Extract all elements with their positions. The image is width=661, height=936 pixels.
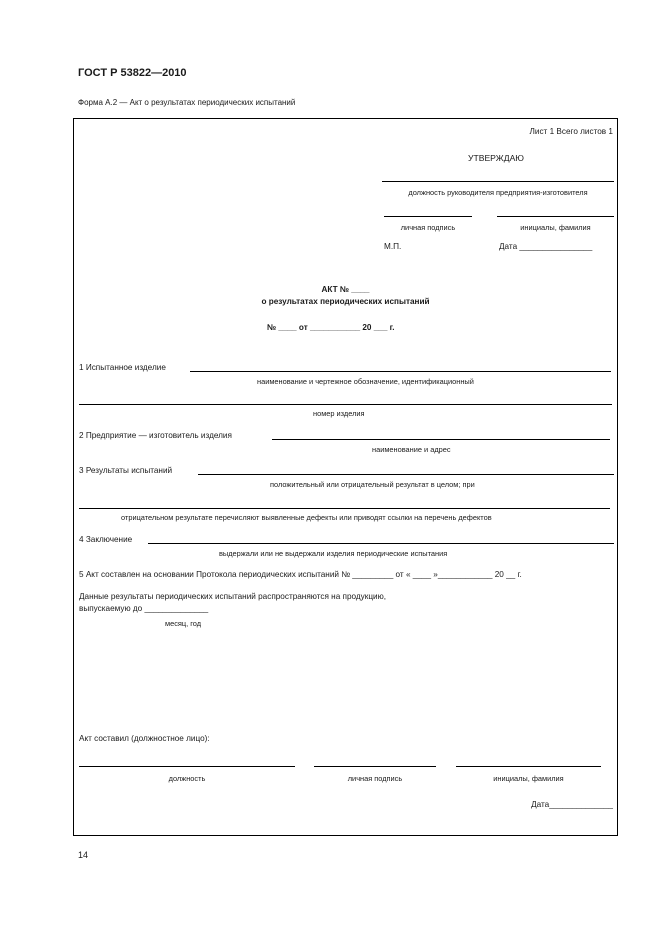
signoff-signature-caption: личная подпись [347,774,403,783]
validity-line1: Данные результаты периодических испытаний распространяются на продукцию, [79,592,387,601]
item3-caption: положительный или отрицательный результат в целом; при [270,480,475,489]
position-caption: должность руководителя предприятия-изготовителя [408,188,588,197]
signoff-date: Дата______________ [531,800,613,809]
signoff-initials-caption: инициалы, фамилия [493,774,564,783]
item3-line [198,474,614,475]
item1-caption: наименование и чертежное обозначение, идентификационный [257,377,474,386]
form-caption: Форма А.2 — Акт о результатах периодических испытаний [78,98,296,107]
stamp-label: М.П. [384,242,402,251]
signature-line [384,216,472,217]
item5-text: 5 Акт составлен на основании Протокола периодических испытаний № _________ от « ____ »____________ 20 __ г. [79,570,522,579]
item2-caption: наименование и адрес [372,445,451,454]
initials-caption: инициалы, фамилия [520,223,591,232]
signoff-position-caption: должность [168,774,206,783]
initials-line [497,216,614,217]
page-number: 14 [78,850,89,860]
item1-line [190,371,611,372]
item4-caption: выдержали или не выдержали изделия периодические испытания [219,549,448,558]
item1-caption2: номер изделия [313,409,365,418]
item3-label: 3 Результаты испытаний [79,466,173,475]
item1-line2 [79,404,612,405]
act-subtitle: о результатах периодических испытаний [261,297,430,306]
item4-line [148,543,614,544]
position-line [382,181,614,182]
signoff-signature-line [314,766,436,767]
item2-line [272,439,610,440]
sheet-info: Лист 1 Всего листов 1 [529,127,613,136]
item1-label: 1 Испытанное изделие [79,363,166,372]
item2-label: 2 Предприятие — изготовитель изделия [79,431,232,440]
signoff-position-line [79,766,295,767]
item4-label: 4 Заключение [79,535,133,544]
item3-line2 [79,508,610,509]
item3-caption2: отрицательном результате перечисляют выявленные дефекты или приводят ссылки на перечень дефектов [121,513,492,522]
document-header-title: ГОСТ Р 53822—2010 [78,67,187,79]
act-title: АКТ № ____ [321,285,370,294]
approve-label: УТВЕРЖДАЮ [468,153,524,163]
signature-caption: личная подпись [400,223,456,232]
validity-caption: месяц, год [165,619,202,628]
signoff-label: Акт составил (должностное лицо): [79,734,210,743]
approval-date: Дата ________________ [499,242,593,251]
signoff-initials-line [456,766,601,767]
validity-line2: выпускаемую до ______________ [79,604,209,613]
act-number-line: № ____ от ___________ 20 ___ г. [267,323,395,332]
